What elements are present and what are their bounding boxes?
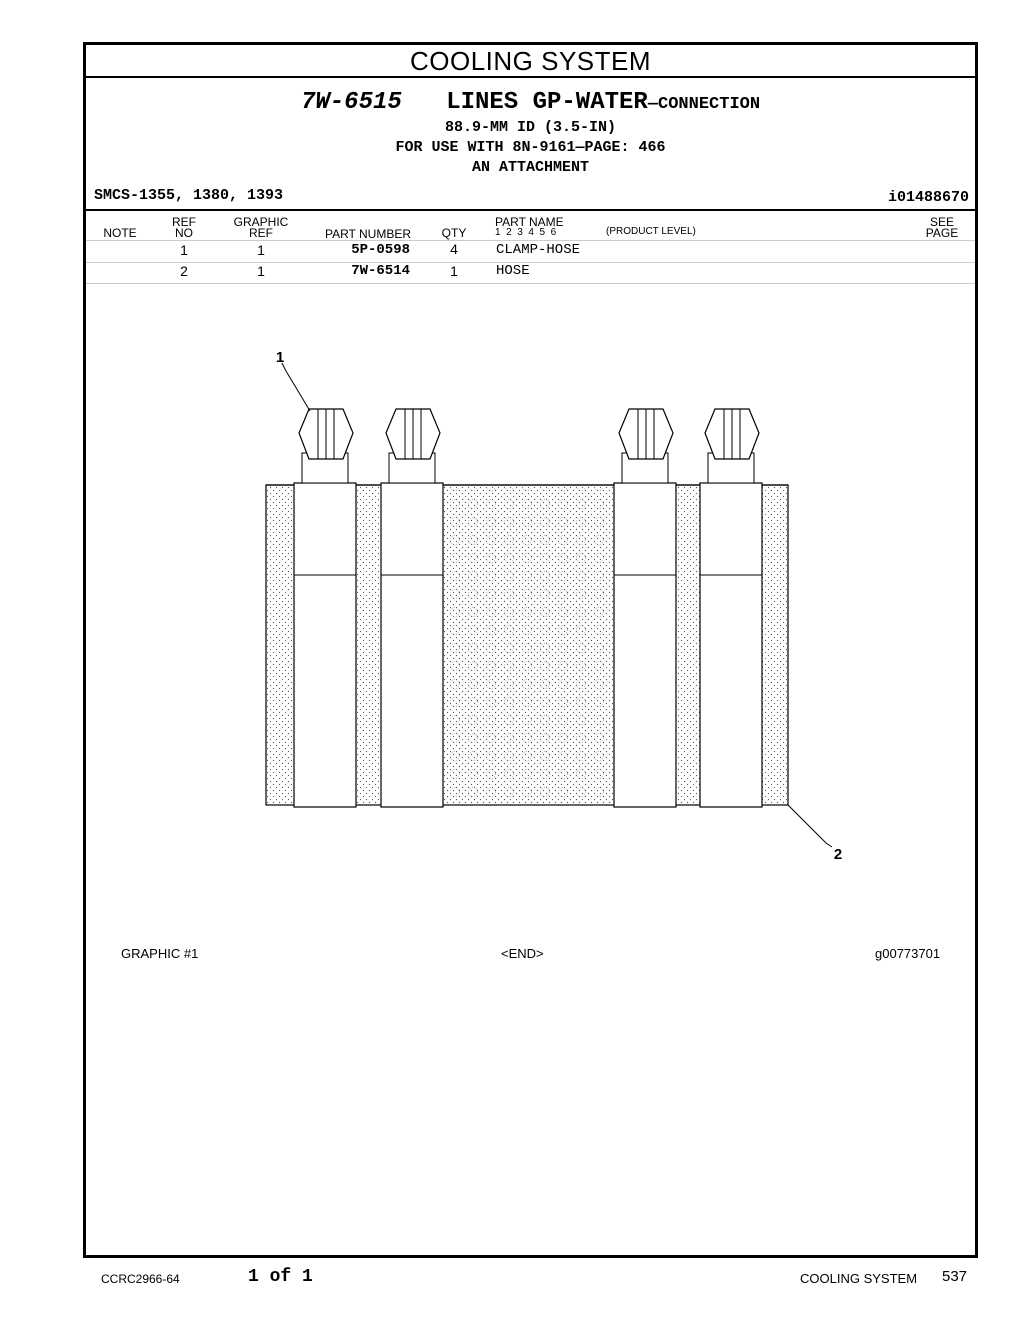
row1-part-name: CLAMP-HOSE xyxy=(496,242,581,258)
col-product-level: (PRODUCT LEVEL) xyxy=(606,226,696,237)
col-note: NOTE xyxy=(103,226,137,240)
row1-part-number: 5P-0598 xyxy=(351,242,410,258)
clamp-icon xyxy=(294,409,356,807)
row1-qty: 4 xyxy=(450,241,458,257)
section-title: COOLING SYSTEM xyxy=(86,45,975,78)
col-see-page-2: PAGE xyxy=(925,226,959,240)
footer-section: COOLING SYSTEM xyxy=(800,1271,918,1286)
group-name: LINES GP-WATER xyxy=(446,89,648,116)
row2-part-number: 7W-6514 xyxy=(351,263,410,279)
group-part-number: 7W-6515 xyxy=(300,89,402,116)
clamp-icon xyxy=(614,409,676,807)
row1-graphic-ref: 1 xyxy=(257,242,265,258)
col-levels: 1 2 3 4 5 6 xyxy=(495,227,557,238)
group-name-sub: —CONNECTION xyxy=(647,95,761,114)
smcs-codes: SMCS-1355, 1380, 1393 xyxy=(94,187,284,204)
graphic-id: g00773701 xyxy=(875,946,941,961)
row2-ref-no: 2 xyxy=(180,263,188,279)
row2-graphic-ref: 1 xyxy=(257,263,265,279)
page-number: 537 xyxy=(942,1268,968,1285)
graphic-label: GRAPHIC #1 xyxy=(121,946,199,961)
illustration-id: i01488670 xyxy=(887,189,969,206)
clamp-icon xyxy=(700,409,762,807)
leader-line-1 xyxy=(282,363,310,411)
col-graphic-ref-2: REF xyxy=(249,226,273,240)
col-qty: QTY xyxy=(441,226,467,240)
col-part-number: PART NUMBER xyxy=(324,227,411,241)
col-ref-no-1: REF xyxy=(172,215,196,229)
page-frame xyxy=(83,42,978,1258)
group-line-attachment: AN ATTACHMENT xyxy=(471,159,590,176)
end-marker: <END> xyxy=(501,946,544,961)
callout-1: 1 xyxy=(275,349,285,366)
col-graphic-ref-1: GRAPHIC xyxy=(233,215,289,229)
row1-ref-no: 1 xyxy=(180,242,188,258)
row2-qty: 1 xyxy=(450,263,458,279)
col-ref-no-2: NO xyxy=(175,226,193,240)
group-line-use: FOR USE WITH 8N-9161—PAGE: 466 xyxy=(395,139,666,156)
col-see-page-1: SEE xyxy=(929,215,954,229)
parts-diagram xyxy=(86,45,975,865)
leader-line-2 xyxy=(788,805,832,847)
col-part-name: PART NAME xyxy=(495,215,564,229)
doc-code: CCRC2966-64 xyxy=(101,1272,180,1286)
clamp-icon xyxy=(381,409,443,807)
callout-2: 2 xyxy=(833,846,843,863)
row2-part-name: HOSE xyxy=(496,263,530,279)
page-of: 1 of 1 xyxy=(248,1267,313,1287)
group-line-size: 88.9-MM ID (3.5-IN) xyxy=(444,119,617,136)
